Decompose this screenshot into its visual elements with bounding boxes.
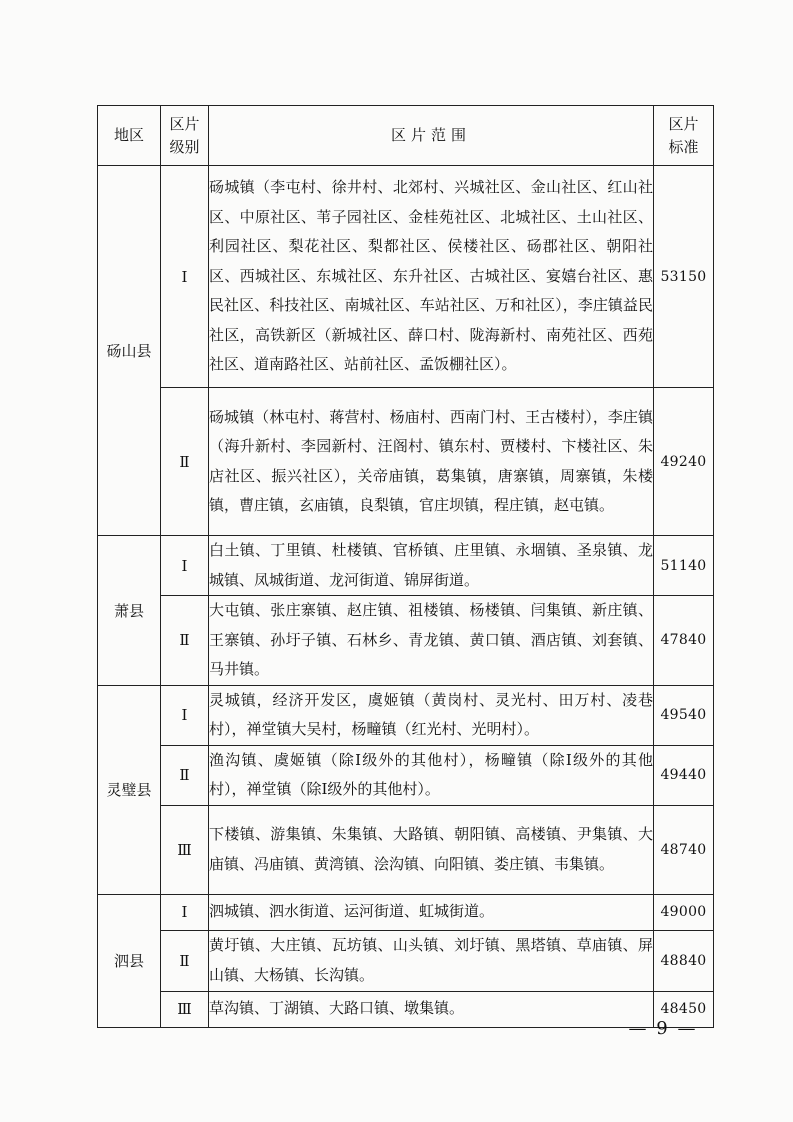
header-standard: 区片 标准: [654, 106, 714, 166]
scope-cell: 黄圩镇、大庄镇、瓦坊镇、山头镇、刘圩镇、黑塔镇、草庙镇、屏山镇、大杨镇、长沟镇。: [209, 930, 654, 991]
scope-cell: 草沟镇、丁湖镇、大路口镇、墩集镇。: [209, 991, 654, 1027]
level-cell: Ⅰ: [161, 894, 209, 930]
level-cell: Ⅱ: [161, 388, 209, 536]
scope-cell: 白土镇、丁里镇、杜楼镇、官桥镇、庄里镇、永堌镇、圣泉镇、龙城镇、凤城街道、龙河街道、锦屏街道。: [209, 536, 654, 596]
standard-cell: 49000: [654, 894, 714, 930]
region-cell: 砀山县: [98, 166, 161, 536]
scope-cell: 泗城镇、泗水街道、运河街道、虹城街道。: [209, 894, 654, 930]
level-cell: Ⅰ: [161, 536, 209, 596]
level-cell: Ⅲ: [161, 805, 209, 894]
table-row: [98, 536, 714, 596]
standard-cell: 49240: [654, 388, 714, 536]
scope-cell: 砀城镇（李屯村、徐井村、北郊村、兴城社区、金山社区、红山社区、中原社区、苇子园社区、金桂苑社区、北城社区、土山社区、利园社区、梨花社区、梨都社区、侯楼社区、砀郡社区、朝阳社区、西城社区、东城社区、东升社区、古城社区、宴嬉台社区、惠民社区、科技社区、南城社区、车站社区、万和社区），李庄镇益民社区，高铁新区（新城社区、薛口村、陇海新村、南苑社区、西苑社区、道南路社区、站前社区、孟饭棚社区）。: [209, 166, 654, 388]
header-region: 地区: [98, 106, 161, 166]
scope-cell: 下楼镇、游集镇、朱集镇、大路镇、朝阳镇、高楼镇、尹集镇、大庙镇、冯庙镇、黄湾镇、浍沟镇、向阳镇、娄庄镇、韦集镇。: [209, 805, 654, 894]
table-row: [98, 166, 714, 388]
table-row: [98, 805, 714, 894]
region-cell: 泗县: [98, 894, 161, 1027]
region-cell: 灵璧县: [98, 685, 161, 894]
level-cell: Ⅲ: [161, 991, 209, 1027]
header-level: 区片 级别: [161, 106, 209, 166]
table-row: [98, 388, 714, 536]
region-cell: 萧县: [98, 536, 161, 686]
level-cell: Ⅰ: [161, 685, 209, 745]
level-cell: Ⅱ: [161, 930, 209, 991]
level-cell: Ⅱ: [161, 596, 209, 686]
standard-cell: 48840: [654, 930, 714, 991]
table-row: [98, 596, 714, 686]
standard-cell: 53150: [654, 166, 714, 388]
standard-cell: 48450: [654, 991, 714, 1027]
standard-cell: 48740: [654, 805, 714, 894]
scope-cell: 砀城镇（林屯村、蒋营村、杨庙村、西南门村、王古楼村），李庄镇（海升新村、李园新村、汪阁村、镇东村、贾楼村、卞楼社区、朱店社区、振兴社区），关帝庙镇，葛集镇，唐寨镇，周寨镇，朱楼镇，曹庄镇，玄庙镇，良梨镇，官庄坝镇，程庄镇，赵屯镇。: [209, 388, 654, 536]
table-row: [98, 894, 714, 930]
page-number: — 9 —: [628, 1018, 698, 1039]
table-row: [98, 930, 714, 991]
header-range: 区片范围: [209, 106, 654, 166]
standard-cell: 49440: [654, 745, 714, 805]
standard-cell: 49540: [654, 685, 714, 745]
land-price-table: [97, 105, 714, 1028]
level-cell: Ⅰ: [161, 166, 209, 388]
scope-cell: 渔沟镇、虞姬镇（除Ⅰ级外的其他村），杨疃镇（除Ⅰ级外的其他村），禅堂镇（除Ⅰ级外的其他村）。: [209, 745, 654, 805]
table-row: [98, 685, 714, 745]
table-header-row: [98, 106, 714, 166]
standard-cell: 47840: [654, 596, 714, 686]
land-price-table-container: [97, 105, 713, 1028]
table-row: [98, 745, 714, 805]
scope-cell: 大屯镇、张庄寨镇、赵庄镇、祖楼镇、杨楼镇、闫集镇、新庄镇、王寨镇、孙圩子镇、石林乡、青龙镇、黄口镇、酒店镇、刘套镇、马井镇。: [209, 596, 654, 686]
standard-cell: 51140: [654, 536, 714, 596]
level-cell: Ⅱ: [161, 745, 209, 805]
scope-cell: 灵城镇，经济开发区，虞姬镇（黄岗村、灵光村、田万村、凌巷村），禅堂镇大吴村，杨疃镇（红光村、光明村）。: [209, 685, 654, 745]
